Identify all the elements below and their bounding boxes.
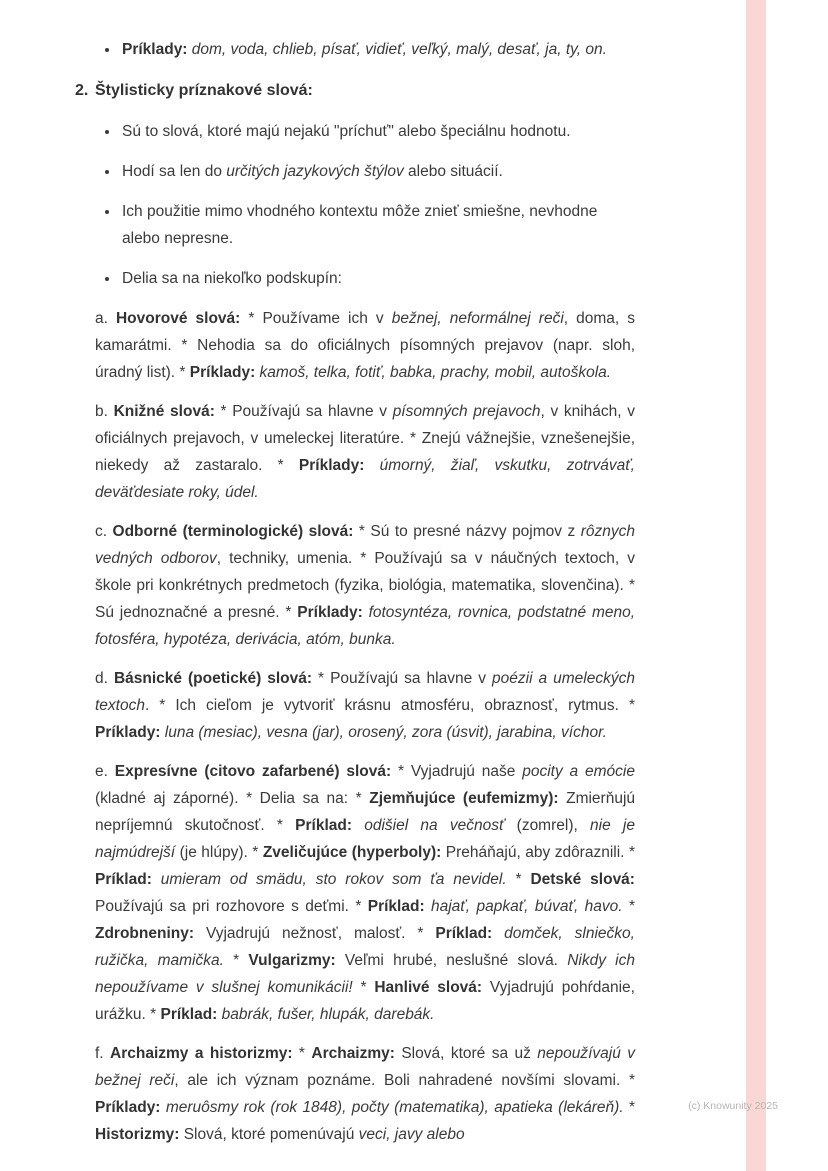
bullet-text: Sú to slová, ktoré majú nejakú "príchuť" alebo špeciálnu hodnotu. [122, 123, 571, 140]
list-item [120, 118, 636, 145]
intro-bullet-list [75, 36, 636, 63]
section-heading [75, 77, 636, 104]
subsection-paragraphs [75, 305, 636, 1148]
paragraph-e: e. Expresívne (citovo zafarbené) slová: * Vyjadrujú naše pocity a emócie (kladné aj záporné). * Delia sa na: * Zjemňujúce (eufemizmy): Zmierňujú nepríjemnú skutočnosť. * Príklad: odišiel na večnosť (zomrel), nie je najmúdrejší (je hlúpy). * Zveličujúce (hyperboly): Preháňajú, aby zdôraznili. * Príklad: umieram od smädu, sto rokov som ťa nevidel. * Detské slová: Používajú sa pri rozhovore s deťmi. * Príklad: hajať, papkať, búvať, havo. * Zdrobneniny: Vyjadrujú nežnosť, malosť. * Príklad: domček, slniečko, ružička, mamička. * Vulgarizmy: Veľmi hrubé, neslušné slová. Nikdy ich nepoužívame v slušnej komunikácii! * Hanlivé slová: Vyjadrujú pohŕdanie, urážku. * Príklad: babrák, fušer, hlupák, darebák. [95, 763, 636, 1023]
list-item [120, 265, 636, 292]
paragraph-f: f. Archaizmy a historizmy: * Archaizmy: Slová, ktoré sa už nepoužívajú v bežnej reči, ale ich význam poznáme. Boli nahradené novšími slovami. * Príklady: meruôsmy rok (rok 1848), počty (matematika), apatieka (lekáreň). * Historizmy: Slová, ktoré pomenúvajú veci, javy alebo [95, 1045, 636, 1143]
section-title: Štylisticky príznakové slová: [95, 82, 313, 99]
section-bullet-list [75, 118, 636, 292]
bullet-text: Ich použitie mimo vhodného kontextu môže znieť smiešne, nevhodne alebo nepresne. [122, 203, 598, 247]
paragraph-b: b. Knižné slová: * Používajú sa hlavne v písomných prejavoch, v knihách, v oficiálnych prejavoch, v umeleckej literatúre. * Znejú vážnejšie, vznešenejšie, niekedy až zastaralo. * Príklady: úmorný, žiaľ, vskutku, zotrvávať, deväťdesiate roky, údel. [95, 403, 635, 501]
paragraph-d: d. Básnické (poetické) slová: * Používajú sa hlavne v poézii a umeleckých textoch. * Ich cieľom je vytvoriť krásnu atmosféru, obraznosť, rytmus. * Príklady: luna (mesiac), vesna (jar), orosený, zora (úsvit), jarabina, víchor. [95, 670, 635, 741]
section-number: 2. [75, 82, 89, 99]
list-item [120, 198, 636, 252]
paragraph-a: a. Hovorové slová: * Používame ich v bežnej, neformálnej reči, doma, s kamarátmi. * Nehodia sa do oficiálnych písomných prejavov (napr. sloh, úradný list). * Príklady: kamoš, telka, fotiť, babka, prachy, mobil, autoškola. [95, 310, 635, 381]
watermark: (c) Knowunity 2025 [688, 1100, 778, 1112]
document-content [75, 36, 636, 1148]
bullet-text: Delia sa na niekoľko podskupín: [122, 270, 342, 287]
bullet-text: Príklady: dom, voda, chlieb, písať, vidieť, veľký, malý, desať, ja, ty, on. [122, 41, 607, 58]
page-edge-stripe [746, 0, 766, 1171]
list-item [120, 36, 636, 63]
bullet-text: Hodí sa len do určitých jazykových štýlov alebo situácií. [122, 163, 503, 180]
paragraph-c: c. Odborné (terminologické) slová: * Sú to presné názvy pojmov z rôznych vedných odborov, techniky, umenia. * Používajú sa v náučných textoch, v škole pri konkrétnych predmetoch (fyzika, biológia, matematika, slovenčina). * Sú jednoznačné a presné. * Príklady: fotosyntéza, rovnica, podstatné meno, fotosféra, hypotéza, derivácia, atóm, bunka. [95, 523, 636, 648]
list-item [120, 158, 636, 185]
